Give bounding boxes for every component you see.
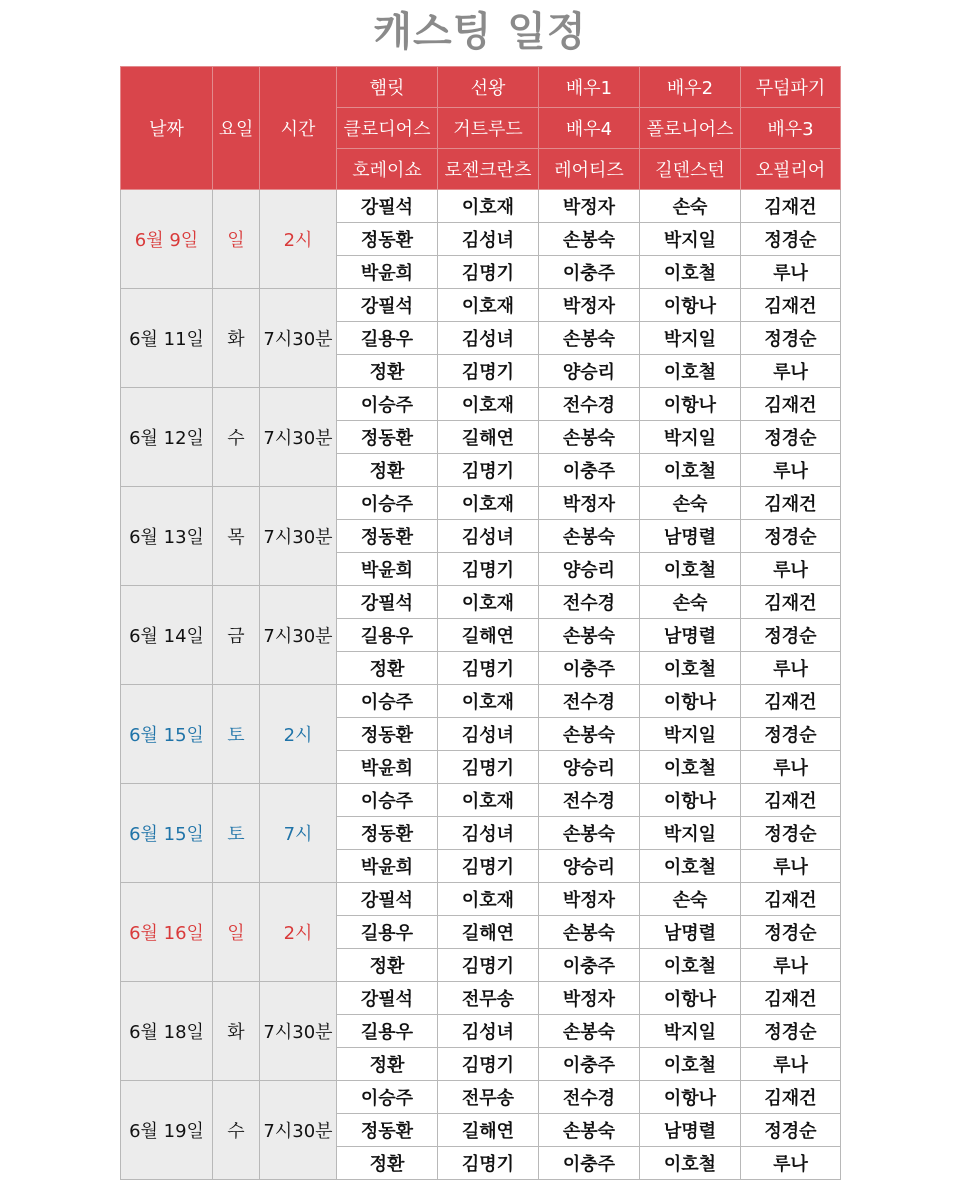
header-role: 오필리어 <box>741 149 841 190</box>
performance-day: 화 <box>213 982 260 1081</box>
cast-cell: 김명기 <box>438 454 539 487</box>
header-role: 무덤파기 <box>741 67 841 108</box>
performance-time: 7시30분 <box>260 1081 337 1180</box>
header-role: 호레이쇼 <box>337 149 438 190</box>
cast-cell: 남명렬 <box>640 916 741 949</box>
header-date: 날짜 <box>121 67 213 190</box>
cast-cell: 김명기 <box>438 652 539 685</box>
cast-cell: 이승주 <box>337 685 438 718</box>
cast-cell: 김재건 <box>741 883 841 916</box>
cast-cell: 강필석 <box>337 982 438 1015</box>
cast-cell: 이승주 <box>337 487 438 520</box>
performance-day: 일 <box>213 190 260 289</box>
cast-cell: 정경순 <box>741 421 841 454</box>
performance-day: 수 <box>213 388 260 487</box>
cast-cell: 이충주 <box>539 1147 640 1180</box>
cast-cell: 이호재 <box>438 586 539 619</box>
cast-cell: 이호철 <box>640 652 741 685</box>
header-day: 요일 <box>213 67 260 190</box>
table-header <box>121 67 841 190</box>
table-row <box>121 982 841 1015</box>
cast-cell: 정동환 <box>337 421 438 454</box>
cast-cell: 길해연 <box>438 916 539 949</box>
table-row <box>121 1081 841 1114</box>
header-role: 길덴스턴 <box>640 149 741 190</box>
performance-day: 화 <box>213 289 260 388</box>
cast-cell: 남명렬 <box>640 619 741 652</box>
cast-cell: 김재건 <box>741 388 841 421</box>
cast-cell: 정동환 <box>337 718 438 751</box>
cast-cell: 루나 <box>741 355 841 388</box>
performance-day: 금 <box>213 586 260 685</box>
cast-cell: 루나 <box>741 454 841 487</box>
performance-date: 6월 12일 <box>121 388 213 487</box>
cast-cell: 김재건 <box>741 1081 841 1114</box>
cast-cell: 이호재 <box>438 784 539 817</box>
cast-cell: 박지일 <box>640 421 741 454</box>
cast-cell: 이항나 <box>640 388 741 421</box>
cast-cell: 이호재 <box>438 487 539 520</box>
cast-cell: 양승리 <box>539 751 640 784</box>
cast-cell: 이승주 <box>337 388 438 421</box>
cast-cell: 길해연 <box>438 1114 539 1147</box>
cast-cell: 손숙 <box>640 586 741 619</box>
performance-time: 2시 <box>260 685 337 784</box>
performance-day: 목 <box>213 487 260 586</box>
cast-cell: 이항나 <box>640 685 741 718</box>
cast-cell: 정동환 <box>337 817 438 850</box>
cast-cell: 손봉숙 <box>539 1114 640 1147</box>
cast-cell: 이호철 <box>640 1147 741 1180</box>
cast-cell: 이호재 <box>438 190 539 223</box>
performance-date: 6월 16일 <box>121 883 213 982</box>
performance-time: 7시30분 <box>260 982 337 1081</box>
cast-cell: 박정자 <box>539 883 640 916</box>
performance-time: 7시30분 <box>260 586 337 685</box>
cast-cell: 김재건 <box>741 487 841 520</box>
cast-cell: 손봉숙 <box>539 223 640 256</box>
cast-cell: 남명렬 <box>640 520 741 553</box>
cast-cell: 박윤희 <box>337 256 438 289</box>
cast-cell: 전수경 <box>539 1081 640 1114</box>
performance-date: 6월 19일 <box>121 1081 213 1180</box>
header-role: 선왕 <box>438 67 539 108</box>
header-role: 배우3 <box>741 108 841 149</box>
performance-time: 2시 <box>260 883 337 982</box>
cast-cell: 이호철 <box>640 1048 741 1081</box>
cast-cell: 이호철 <box>640 751 741 784</box>
cast-cell: 김성녀 <box>438 1015 539 1048</box>
table-row <box>121 586 841 619</box>
cast-cell: 이항나 <box>640 1081 741 1114</box>
cast-cell: 김성녀 <box>438 223 539 256</box>
cast-cell: 양승리 <box>539 355 640 388</box>
cast-cell: 박윤희 <box>337 553 438 586</box>
cast-cell: 루나 <box>741 1147 841 1180</box>
cast-cell: 남명렬 <box>640 1114 741 1147</box>
table-row <box>121 388 841 421</box>
cast-cell: 길용우 <box>337 322 438 355</box>
cast-cell: 이호재 <box>438 685 539 718</box>
cast-cell: 길해연 <box>438 421 539 454</box>
schedule-body <box>121 190 841 1180</box>
cast-cell: 이호철 <box>640 949 741 982</box>
cast-cell: 박지일 <box>640 1015 741 1048</box>
performance-date: 6월 18일 <box>121 982 213 1081</box>
cast-cell: 박정자 <box>539 487 640 520</box>
cast-cell: 정환 <box>337 1147 438 1180</box>
cast-cell: 정동환 <box>337 223 438 256</box>
cast-cell: 강필석 <box>337 190 438 223</box>
cast-cell: 정경순 <box>741 1114 841 1147</box>
cast-cell: 정경순 <box>741 322 841 355</box>
cast-cell: 이호재 <box>438 289 539 322</box>
cast-cell: 이항나 <box>640 982 741 1015</box>
cast-cell: 정환 <box>337 454 438 487</box>
performance-date: 6월 13일 <box>121 487 213 586</box>
cast-cell: 양승리 <box>539 553 640 586</box>
performance-day: 토 <box>213 685 260 784</box>
header-role: 레어티즈 <box>539 149 640 190</box>
cast-cell: 루나 <box>741 949 841 982</box>
performance-day: 일 <box>213 883 260 982</box>
page-title: 캐스팅 일정 <box>373 9 587 55</box>
cast-cell: 강필석 <box>337 586 438 619</box>
cast-cell: 김명기 <box>438 1048 539 1081</box>
cast-cell: 김성녀 <box>438 322 539 355</box>
cast-cell: 김명기 <box>438 1147 539 1180</box>
cast-cell: 손숙 <box>640 190 741 223</box>
cast-cell: 손봉숙 <box>539 916 640 949</box>
cast-cell: 루나 <box>741 553 841 586</box>
cast-cell: 전수경 <box>539 586 640 619</box>
cast-cell: 김명기 <box>438 949 539 982</box>
cast-cell: 박지일 <box>640 223 741 256</box>
cast-cell: 정경순 <box>741 817 841 850</box>
cast-cell: 강필석 <box>337 883 438 916</box>
cast-cell: 이충주 <box>539 652 640 685</box>
cast-cell: 손봉숙 <box>539 1015 640 1048</box>
cast-cell: 김재건 <box>741 190 841 223</box>
performance-time: 7시30분 <box>260 289 337 388</box>
cast-cell: 김명기 <box>438 553 539 586</box>
cast-cell: 손봉숙 <box>539 718 640 751</box>
cast-cell: 정환 <box>337 949 438 982</box>
header-role: 배우1 <box>539 67 640 108</box>
performance-date: 6월 15일 <box>121 685 213 784</box>
cast-cell: 김재건 <box>741 586 841 619</box>
performance-time: 7시30분 <box>260 487 337 586</box>
table-row <box>121 685 841 718</box>
cast-cell: 길해연 <box>438 619 539 652</box>
performance-day: 수 <box>213 1081 260 1180</box>
performance-day: 토 <box>213 784 260 883</box>
cast-cell: 이충주 <box>539 454 640 487</box>
cast-cell: 양승리 <box>539 850 640 883</box>
cast-cell: 이충주 <box>539 256 640 289</box>
cast-cell: 박지일 <box>640 322 741 355</box>
header-role: 클로디어스 <box>337 108 438 149</box>
cast-cell: 정경순 <box>741 916 841 949</box>
cast-cell: 이항나 <box>640 289 741 322</box>
table-row <box>121 784 841 817</box>
header-time: 시간 <box>260 67 337 190</box>
cast-cell: 이호철 <box>640 850 741 883</box>
cast-cell: 정경순 <box>741 1015 841 1048</box>
performance-date: 6월 15일 <box>121 784 213 883</box>
cast-cell: 손봉숙 <box>539 322 640 355</box>
cast-cell: 손봉숙 <box>539 817 640 850</box>
cast-cell: 이호철 <box>640 355 741 388</box>
cast-cell: 루나 <box>741 256 841 289</box>
cast-cell: 박정자 <box>539 190 640 223</box>
cast-cell: 루나 <box>741 652 841 685</box>
cast-cell: 정경순 <box>741 223 841 256</box>
cast-cell: 손봉숙 <box>539 619 640 652</box>
cast-cell: 김명기 <box>438 850 539 883</box>
cast-cell: 박정자 <box>539 289 640 322</box>
cast-cell: 김재건 <box>741 685 841 718</box>
cast-cell: 박지일 <box>640 817 741 850</box>
cast-cell: 길용우 <box>337 619 438 652</box>
cast-cell: 김명기 <box>438 751 539 784</box>
cast-cell: 손숙 <box>640 883 741 916</box>
cast-cell: 전무송 <box>438 982 539 1015</box>
cast-cell: 정경순 <box>741 520 841 553</box>
casting-schedule-table <box>120 66 841 1180</box>
cast-cell: 손숙 <box>640 487 741 520</box>
header-role: 배우4 <box>539 108 640 149</box>
cast-cell: 이호철 <box>640 256 741 289</box>
cast-cell: 이충주 <box>539 1048 640 1081</box>
cast-cell: 정경순 <box>741 718 841 751</box>
cast-cell: 이호철 <box>640 553 741 586</box>
header-row <box>121 67 841 108</box>
cast-cell: 박윤희 <box>337 850 438 883</box>
cast-cell: 김성녀 <box>438 520 539 553</box>
cast-cell: 김재건 <box>741 982 841 1015</box>
performance-time: 7시 <box>260 784 337 883</box>
cast-cell: 루나 <box>741 751 841 784</box>
cast-cell: 김명기 <box>438 355 539 388</box>
performance-time: 7시30분 <box>260 388 337 487</box>
table-row <box>121 487 841 520</box>
cast-cell: 이승주 <box>337 784 438 817</box>
cast-cell: 정동환 <box>337 1114 438 1147</box>
cast-cell: 김재건 <box>741 784 841 817</box>
performance-date: 6월 14일 <box>121 586 213 685</box>
cast-cell: 전무송 <box>438 1081 539 1114</box>
cast-cell: 강필석 <box>337 289 438 322</box>
cast-cell: 길용우 <box>337 1015 438 1048</box>
cast-cell: 김성녀 <box>438 718 539 751</box>
performance-time: 2시 <box>260 190 337 289</box>
table-row <box>121 289 841 322</box>
header-role: 배우2 <box>640 67 741 108</box>
cast-cell: 이호철 <box>640 454 741 487</box>
performance-date: 6월 9일 <box>121 190 213 289</box>
cast-cell: 박윤희 <box>337 751 438 784</box>
header-role: 폴로니어스 <box>640 108 741 149</box>
cast-cell: 김성녀 <box>438 817 539 850</box>
cast-cell: 이충주 <box>539 949 640 982</box>
cast-cell: 김재건 <box>741 289 841 322</box>
cast-cell: 정환 <box>337 1048 438 1081</box>
header-role: 햄릿 <box>337 67 438 108</box>
cast-cell: 루나 <box>741 1048 841 1081</box>
cast-cell: 정경순 <box>741 619 841 652</box>
cast-cell: 정환 <box>337 355 438 388</box>
table-row <box>121 190 841 223</box>
header-role: 거트루드 <box>438 108 539 149</box>
performance-date: 6월 11일 <box>121 289 213 388</box>
cast-cell: 이승주 <box>337 1081 438 1114</box>
cast-cell: 박지일 <box>640 718 741 751</box>
cast-cell: 전수경 <box>539 784 640 817</box>
cast-cell: 루나 <box>741 850 841 883</box>
cast-cell: 김명기 <box>438 256 539 289</box>
cast-cell: 길용우 <box>337 916 438 949</box>
cast-cell: 정동환 <box>337 520 438 553</box>
cast-cell: 전수경 <box>539 388 640 421</box>
cast-cell: 박정자 <box>539 982 640 1015</box>
cast-cell: 손봉숙 <box>539 520 640 553</box>
cast-cell: 손봉숙 <box>539 421 640 454</box>
cast-cell: 이항나 <box>640 784 741 817</box>
cast-cell: 이호재 <box>438 883 539 916</box>
table-row <box>121 883 841 916</box>
header-role: 로젠크란츠 <box>438 149 539 190</box>
cast-cell: 이호재 <box>438 388 539 421</box>
cast-cell: 전수경 <box>539 685 640 718</box>
cast-cell: 정환 <box>337 652 438 685</box>
